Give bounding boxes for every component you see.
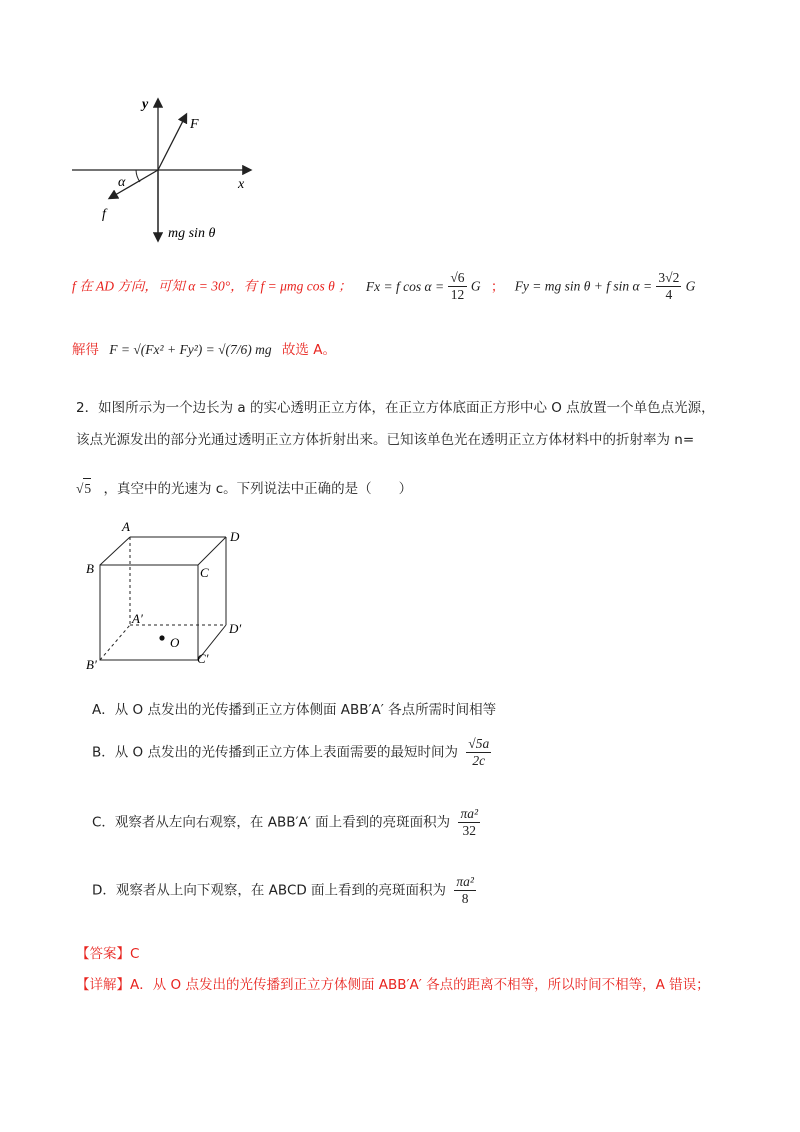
solution2-prefix: 解得 (72, 342, 99, 358)
option-C-num: πa² (460, 806, 478, 821)
cube-label-C-prime: C′ (197, 651, 209, 666)
point-O (159, 635, 164, 640)
fx-lhs: Fx = f cos α = (365, 278, 445, 294)
answer-line (76, 944, 139, 964)
solution-prefix: f 在 AD 方向，可知 α = 30°，有 f = μmg cos θ ； (72, 278, 352, 294)
detail-tag: 【详解】 (76, 977, 130, 993)
option-C-fraction (458, 806, 480, 839)
option-C (92, 806, 480, 839)
fx-num: √6 (450, 270, 465, 285)
cube-hidden-edge (100, 625, 130, 660)
option-B (92, 736, 491, 769)
fy-unit: G (685, 278, 696, 294)
option-D (92, 874, 476, 907)
solution-line-2 (72, 340, 336, 360)
option-B-den: 2c (472, 753, 486, 768)
label-F: F (190, 117, 199, 132)
question2-line-1: 2．如图所示为一个边长为 a 的实心透明正立方体，在正立方体底面正方形中心 O 点放置一个单色点光源， (76, 400, 715, 416)
option-B-num: √5a (468, 736, 490, 751)
question2-line-3: √5 ，真空中的光速为 c。下列说法中正确的是（ ） (76, 478, 412, 499)
force-diagram (60, 90, 270, 250)
fx-den: 12 (450, 287, 465, 302)
detail-text: A．从 O 点发出的光传播到正立方体侧面 ABB′A′ 各点的距离不相等，所以时间不相等，A 错误； (130, 977, 710, 993)
separator: ； (490, 278, 505, 295)
option-B-text: B．从 O 点发出的光传播到正立方体上表面需要的最短时间为 (92, 744, 458, 761)
F-arrow (158, 115, 186, 170)
question2-line-3-text: ，真空中的光速为 c。下列说法中正确的是（ ） (103, 481, 413, 497)
fy-num: 3√2 (658, 270, 680, 285)
cube-label-C: C (200, 565, 209, 580)
answer-tag: 【答案】 (76, 946, 130, 962)
fx-fraction (448, 270, 466, 303)
option-D-num: πa² (456, 874, 474, 889)
detail-line (76, 975, 710, 995)
fy-fraction (656, 270, 681, 303)
cube-label-D-prime: D′ (229, 621, 242, 636)
label-y: y (142, 97, 149, 112)
label-alpha: α (118, 175, 126, 190)
fy-den: 4 (665, 287, 673, 302)
option-D-text: D．观察者从上向下观察，在 ABCD 面上看到的亮斑面积为 (92, 882, 447, 899)
option-C-text: C．观察者从左向右观察，在 ABB′A′ 面上看到的亮斑面积为 (92, 814, 451, 831)
solution2-suffix: 故选 A。 (281, 342, 336, 358)
label-mg: mg sin θ (168, 226, 216, 241)
option-C-den: 32 (462, 823, 476, 838)
cube-diagram (80, 515, 260, 675)
cube-label-A: A (122, 519, 130, 534)
label-f: f (102, 207, 106, 222)
answer-value: C (130, 946, 140, 962)
question2-line-2: 该点光源发出的部分光通过透明正立方体折射出来。已知该单色光在透明正立方体材料中的折射率为 n= (76, 432, 695, 448)
label-x: x (238, 177, 245, 192)
cube-label-O: O (170, 635, 180, 650)
solution2-formula: F = √(Fx² + Fy²) = √(7/6) mg (109, 342, 272, 357)
option-B-fraction (466, 736, 491, 769)
cube-front-face (100, 565, 198, 660)
cube-label-B: B (86, 561, 94, 576)
option-D-fraction (454, 874, 476, 907)
fx-unit: G (470, 278, 481, 294)
cube-label-D: D (230, 529, 240, 544)
n-sqrt-value: 5 (83, 478, 91, 499)
option-A: A．从 O 点发出的光传播到正立方体侧面 ABB′A′ 各点所需时间相等 (92, 702, 497, 718)
solution-line-1 (72, 270, 695, 303)
alpha-arc (136, 170, 140, 182)
fy-lhs: Fy = mg sin θ + f sin α = (514, 278, 653, 294)
cube-edge (198, 537, 226, 565)
cube-label-A-prime: A′ (132, 611, 143, 626)
cube-label-B-prime: B′ (86, 657, 97, 672)
cube-edge (100, 537, 130, 565)
option-D-den: 8 (461, 891, 469, 906)
